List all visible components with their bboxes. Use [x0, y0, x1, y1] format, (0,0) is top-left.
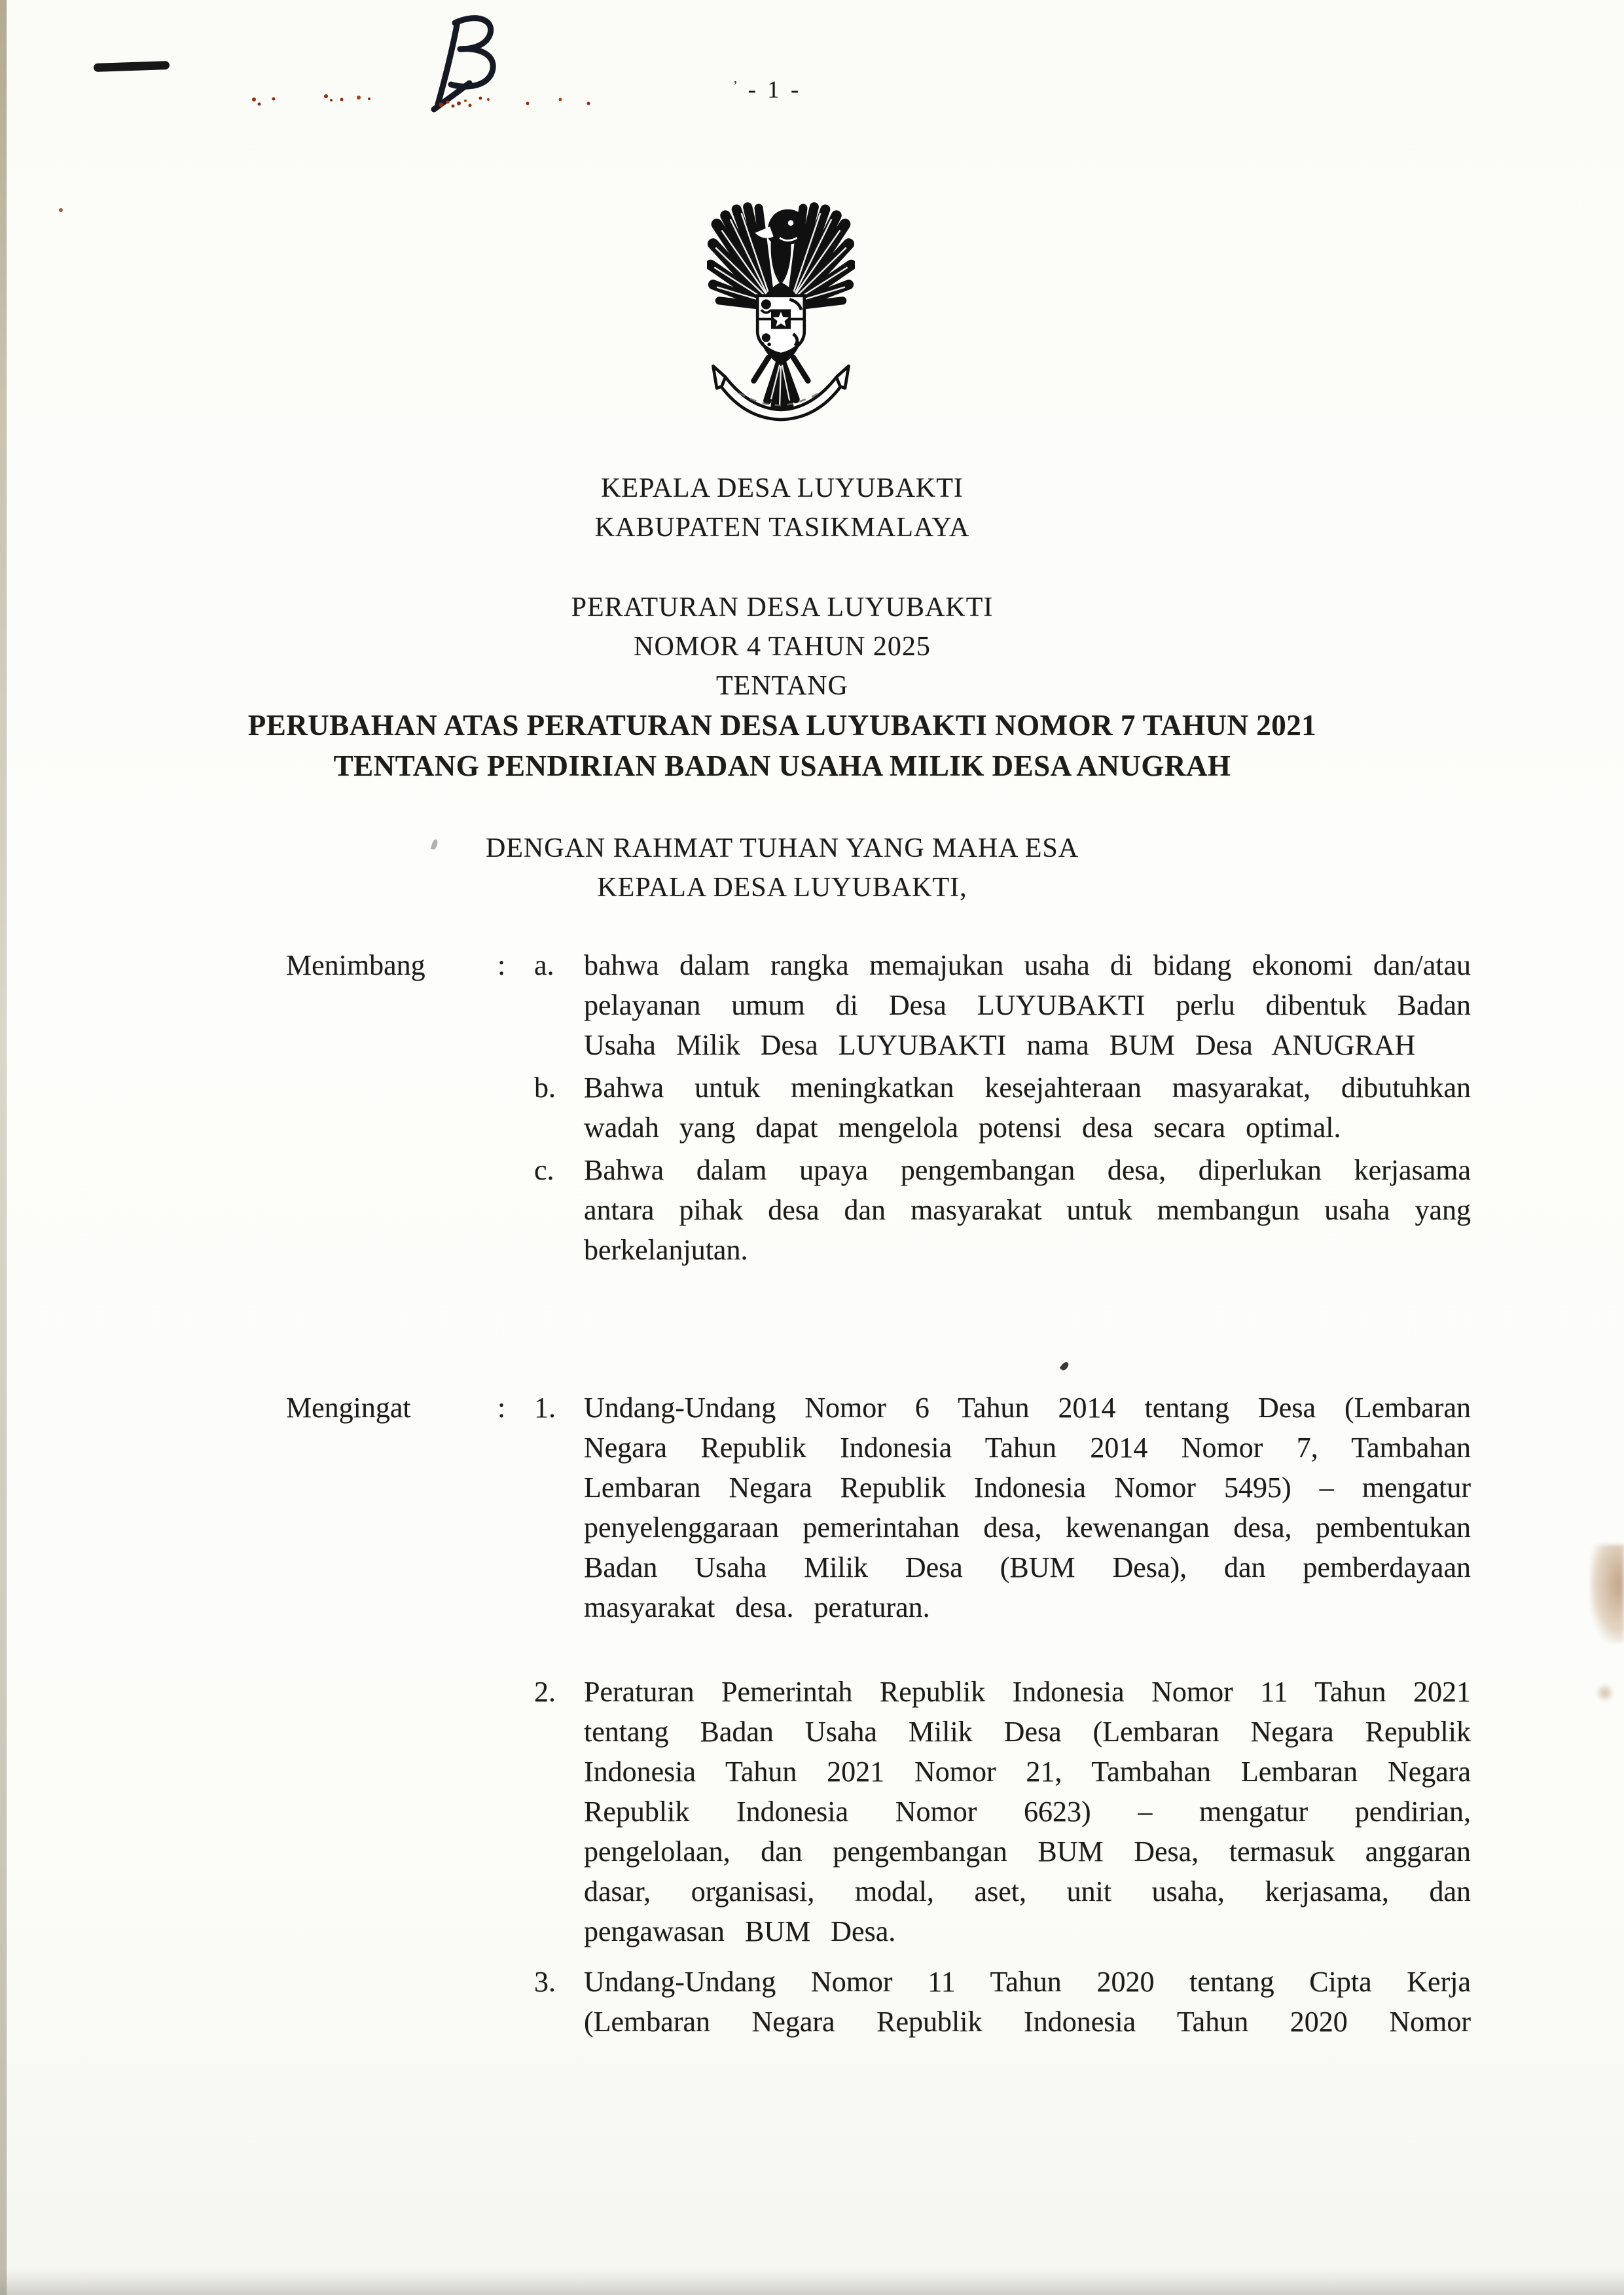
considering-item: [534, 1068, 1471, 1148]
recalling-item: [534, 1672, 1471, 1951]
scan-bottom-shadow: [0, 2269, 1624, 2295]
item-text: bahwa dalam rangka memajukan usaha di bidang ekonomi dan/atau pelayanan umum di Desa LUYUBAKTI perlu dibentuk Badan Usaha Milik Desa LUYUBAKTI nama BUM Desa ANUGRAH: [584, 949, 1471, 1061]
office-header-line1: KEPALA DESA LUYUBAKTI: [601, 473, 964, 503]
preamble-grace-line: DENGAN RAHMAT TUHAN YANG MAHA ESA: [485, 833, 1079, 863]
stray-speck: [59, 208, 63, 212]
regulation-title: PERATURAN DESA LUYUBAKTI: [571, 592, 994, 623]
regulation-number: NOMOR 4 TAHUN 2025: [634, 632, 931, 662]
page-number-label: - 1 -: [748, 77, 802, 103]
considering-label: Menimbang: [286, 949, 425, 981]
office-header-line2: KABUPATEN TASIKMALAYA: [594, 513, 970, 543]
item-marker: 2.: [534, 1676, 556, 1708]
item-marker: a.: [534, 949, 554, 981]
preamble-authority-line: KEPALA DESA LUYUBAKTI,: [597, 873, 967, 903]
right-edge-stain: [1590, 1545, 1624, 1643]
scan-left-edge-strip: [0, 0, 7, 2295]
considering-items: [534, 945, 1471, 1273]
stray-tick: ’: [733, 79, 738, 93]
recalling-items: [534, 1388, 1471, 2044]
recalling-colon: :: [497, 1392, 506, 1424]
considering-item: [534, 945, 1471, 1065]
item-text: Bahwa dalam upaya pengembangan desa, diperlukan kerjasama antara pihak desa dan masyarakat untuk membangun usaha yang berkelanjutan.: [584, 1154, 1471, 1266]
item-marker: c.: [534, 1154, 554, 1186]
garuda-pancasila-emblem: [707, 202, 855, 427]
red-ink-specks: [242, 88, 609, 118]
considering-item: [534, 1150, 1471, 1270]
pen-dash-mark: [94, 61, 170, 72]
regulation-about-label: TENTANG: [716, 671, 848, 701]
considering-colon: :: [497, 949, 506, 981]
item-marker: 1.: [534, 1392, 556, 1424]
item-marker: 3.: [534, 1966, 556, 1998]
regulation-subject-line2: TENTANG PENDIRIAN BADAN USAHA MILIK DESA ANUGRAH: [333, 750, 1231, 782]
item-text: Undang-Undang Nomor 6 Tahun 2014 tentang Desa (Lembaran Negara Republik Indonesia Tahun 2014 Nomor 7, Tambahan Lembaran Negara Republik Indonesia Nomor 5495) – mengatur penyelenggaraan pemerintahan desa, kewenangan desa, pembentukan Badan Usaha Milik Desa (BUM Desa), dan pemberdayaan masyarakat desa. peraturan.: [584, 1392, 1471, 1623]
page-number: [733, 76, 801, 104]
recalling-clause: [286, 1388, 1471, 2044]
recalling-item: [534, 1962, 1471, 2042]
right-edge-stain-small: [1595, 1684, 1615, 1702]
considering-clause: [286, 945, 1471, 1273]
dark-fleck-mark: [1060, 1361, 1070, 1372]
item-text: Bahwa untuk meningkatkan kesejahteraan masyarakat, dibutuhkan wadah yang dapat mengelola potensi desa secara optimal.: [584, 1072, 1471, 1144]
item-text: Peraturan Pemerintah Republik Indonesia Nomor 11 Tahun 2021 tentang Badan Usaha Milik Desa (Lembaran Negara Republik Indonesia Tahun 2021 Nomor 21, Tambahan Lembaran Negara Republik Indonesia Nomor 6623) – mengatur pendirian, pengelolaan, dan pengembangan BUM Desa, termasuk anggaran dasar, organisasi, modal, aset, unit usaha, kerjasama, dan pengawasan BUM Desa.: [584, 1676, 1471, 1947]
item-marker: b.: [534, 1072, 556, 1104]
recalling-label: Mengingat: [286, 1392, 411, 1424]
recalling-item: [534, 1388, 1471, 1627]
regulation-subject-line1: PERUBAHAN ATAS PERATURAN DESA LUYUBAKTI NOMOR 7 TAHUN 2021: [247, 709, 1317, 742]
item-text: Undang-Undang Nomor 11 Tahun 2020 tentang Cipta Kerja (Lembaran Negara Republik Indonesia Tahun 2020 Nomor: [584, 1966, 1471, 2038]
